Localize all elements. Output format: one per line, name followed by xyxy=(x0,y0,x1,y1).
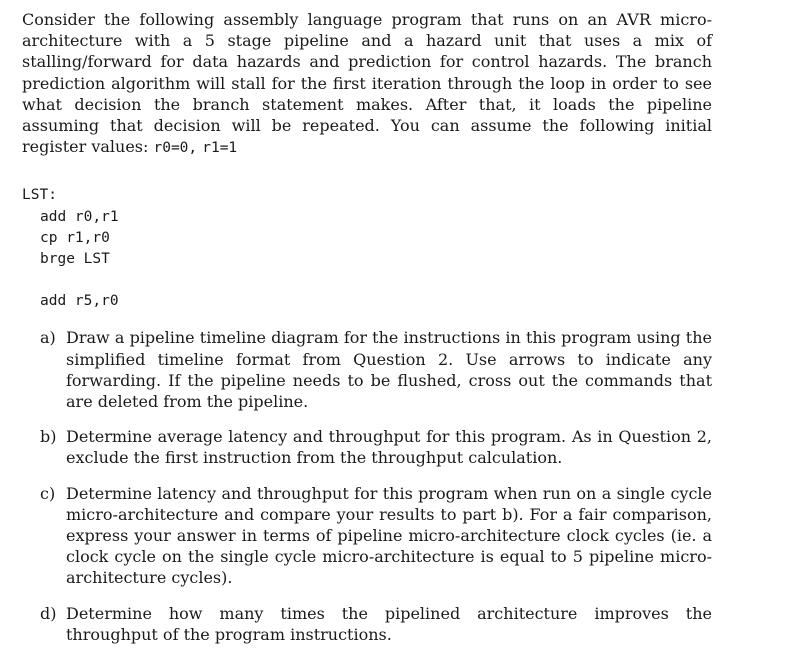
question-b xyxy=(40,426,712,468)
problem-text: Consider the following assembly language program that runs on an AVR micro-architecture with a 5 stage pipeline and a hazard unit that uses a mix of stalling/forward for data hazards and prediction for control hazards. The branch prediction algorithm will stall for the first iteration through the loop in order to see what decision the branch statement makes. After that, it loads the pipeline assuming that decision will be repeated. You can assume the following initial register values: xyxy=(22,10,712,157)
assembly-code-block xyxy=(22,185,712,312)
code-line-add-r5: add r5,r0 xyxy=(40,293,119,310)
question-text: Determine latency and throughput for this program when run on a single cycle micro-architecture and compare your results to part b). For a fair comparison, express your answer in terms of pipeline micro-architecture clock cycles (ie. a clock cycle on the single cycle micro-architecture is equal to 5 pipeline micro-architecture cycles). xyxy=(66,483,712,588)
question-c xyxy=(40,483,712,589)
question-list xyxy=(22,327,712,645)
question-letter: c) xyxy=(40,483,56,503)
question-a xyxy=(40,327,712,412)
question-d xyxy=(40,603,712,645)
question-letter: d) xyxy=(40,603,57,623)
register-r1-value: r1=1 xyxy=(202,140,238,157)
question-letter: b) xyxy=(40,427,57,447)
code-label-lst: LST: xyxy=(22,187,57,204)
question-text: Draw a pipeline timeline diagram for the instructions in this program using the simplified timeline format from Question 2. Use arrows to indicate any forwarding. If the pipeline needs to be flushed, cross out the commands that are deleted from the pipeline. xyxy=(66,328,712,412)
question-text: Determine average latency and throughput for this program. As in Question 2, exclude the first instruction from the throughput calculation. xyxy=(66,427,712,468)
code-line-cp: cp r1,r0 xyxy=(40,229,110,246)
document-page xyxy=(22,9,712,659)
problem-statement xyxy=(22,9,712,159)
code-line-add: add r0,r1 xyxy=(40,208,119,225)
question-text: Determine how many times the pipelined architecture improves the throughput of the program instructions. xyxy=(66,603,712,644)
code-line-brge: brge LST xyxy=(40,251,110,268)
code-blank-line xyxy=(22,270,712,291)
question-letter: a) xyxy=(40,328,56,348)
register-r0-value: r0=0, xyxy=(153,140,198,157)
